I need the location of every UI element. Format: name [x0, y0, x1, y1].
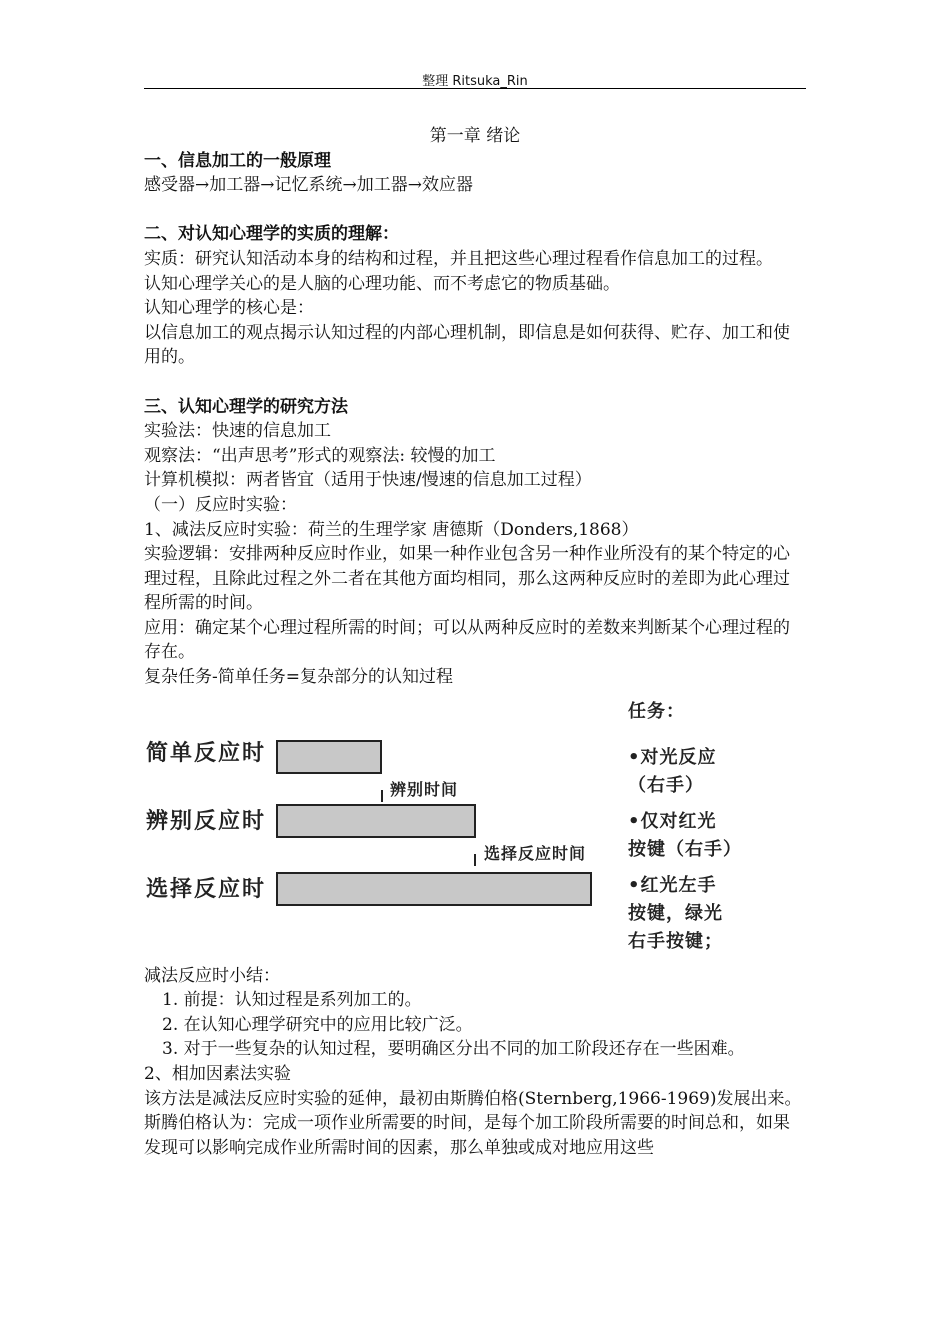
document-body: [144, 124, 806, 1160]
application: 应用：确定某个心理过程所需的时间；可以从两种反应时的差数来判断某个心理过程的存在。: [144, 617, 790, 663]
method-observation: 观察法：“出声思考”形式的观察法: 较慢的加工: [144, 445, 496, 466]
page-header: 整理 Ritsuka_Rin: [422, 74, 528, 89]
header-rule: [144, 88, 806, 89]
tick-discrim: [381, 790, 383, 802]
task-1b: （右手）: [628, 774, 704, 796]
label-simple-rt: 简单反应时: [146, 740, 267, 766]
section-2-heading: 二、对认知心理学的实质的理解：: [144, 224, 399, 245]
summary-item-2: 2. 在认知心理学研究中的应用比较广泛。: [162, 1014, 473, 1035]
section-2-core: 以信息加工的观点揭示认知过程的内部心理机制，即信息是如何获得、贮存、加工和使用的。: [144, 322, 790, 368]
additive-factors-heading: 2、相加因素法实验: [144, 1064, 291, 1085]
experiment-logic: 实验逻辑：安排两种反应时作业，如果一种作业包含另一种作业所没有的某个特定的心理过程，且除此过程之外二者在其他方面均相同，那么这两种反应时的差即为此心理过程所需的时间。: [144, 544, 790, 614]
summary-item-1: 1. 前提：认知过程是系列加工的。: [162, 990, 422, 1011]
task-2a: •仅对红光: [628, 810, 717, 832]
task-2b: 按键（右手）: [628, 838, 742, 860]
section-2-essence: 实质：研究认知活动本身的结构和过程，并且把这些心理过程看作信息加工的过程。: [144, 248, 773, 269]
subsection-reaction-time: （一）反应时实验：: [144, 494, 297, 515]
label-choice-rt: 选择反应时: [146, 876, 267, 902]
task-title: 任务：: [628, 700, 685, 722]
section-1-flow: 感受器→加工器→记忆系统→加工器→效应器: [144, 175, 473, 196]
reaction-time-figure: [144, 694, 806, 964]
bar-discrim-rt: [276, 804, 476, 838]
task-3b: 按键，绿光: [628, 902, 723, 924]
task-1a: •对光反应: [628, 746, 717, 768]
section-1-heading: 一、信息加工的一般原理: [144, 150, 331, 171]
subtraction-heading: 1、减法反应时实验：荷兰的生理学家 唐德斯（Donders,1868）: [144, 519, 639, 540]
section-2-concern: 认知心理学关心的是人脑的心理功能、而不考虑它的物质基础。: [144, 273, 620, 294]
method-experiment: 实验法：快速的信息加工: [144, 421, 331, 442]
bar-choice-rt: [276, 872, 592, 906]
note-discrim-time: 辨别时间: [390, 779, 459, 799]
summary-title: 减法反应时小结：: [144, 965, 280, 986]
section-2-core-label: 认知心理学的核心是：: [144, 298, 314, 319]
summary-item-3: 3. 对于一些复杂的认知过程，要明确区分出不同的加工阶段还存在一些困难。: [162, 1039, 745, 1060]
task-3c: 右手按键；: [628, 930, 723, 952]
method-simulation: 计算机模拟：两者皆宜（适用于快速/慢速的信息加工过程）: [144, 470, 592, 491]
blank-line: [144, 198, 806, 223]
bar-simple-rt: [276, 740, 382, 774]
chapter-title: 第一章 绪论: [429, 126, 521, 146]
blank-line: [144, 370, 806, 395]
label-discrim-rt: 辨别反应时: [146, 808, 267, 834]
section-3-heading: 三、认知心理学的研究方法: [144, 396, 348, 417]
tick-choice: [474, 854, 476, 866]
note-choice-time: 选择反应时间: [484, 843, 587, 863]
additive-factors-intro: 该方法是减法反应时实验的延伸，最初由斯腾伯格(Sternberg,1966-1969)发展出来。: [144, 1088, 802, 1109]
sternberg-view: 斯腾伯格认为：完成一项作业所需要的时间，是每个加工阶段所需要的时间总和，如果发现可以影响完成作业所需时间的因素，那么单独或成对地应用这些: [144, 1113, 790, 1158]
formula-line: 复杂任务-简单任务=复杂部分的认知过程: [144, 667, 453, 688]
task-3a: •红光左手: [628, 874, 717, 896]
